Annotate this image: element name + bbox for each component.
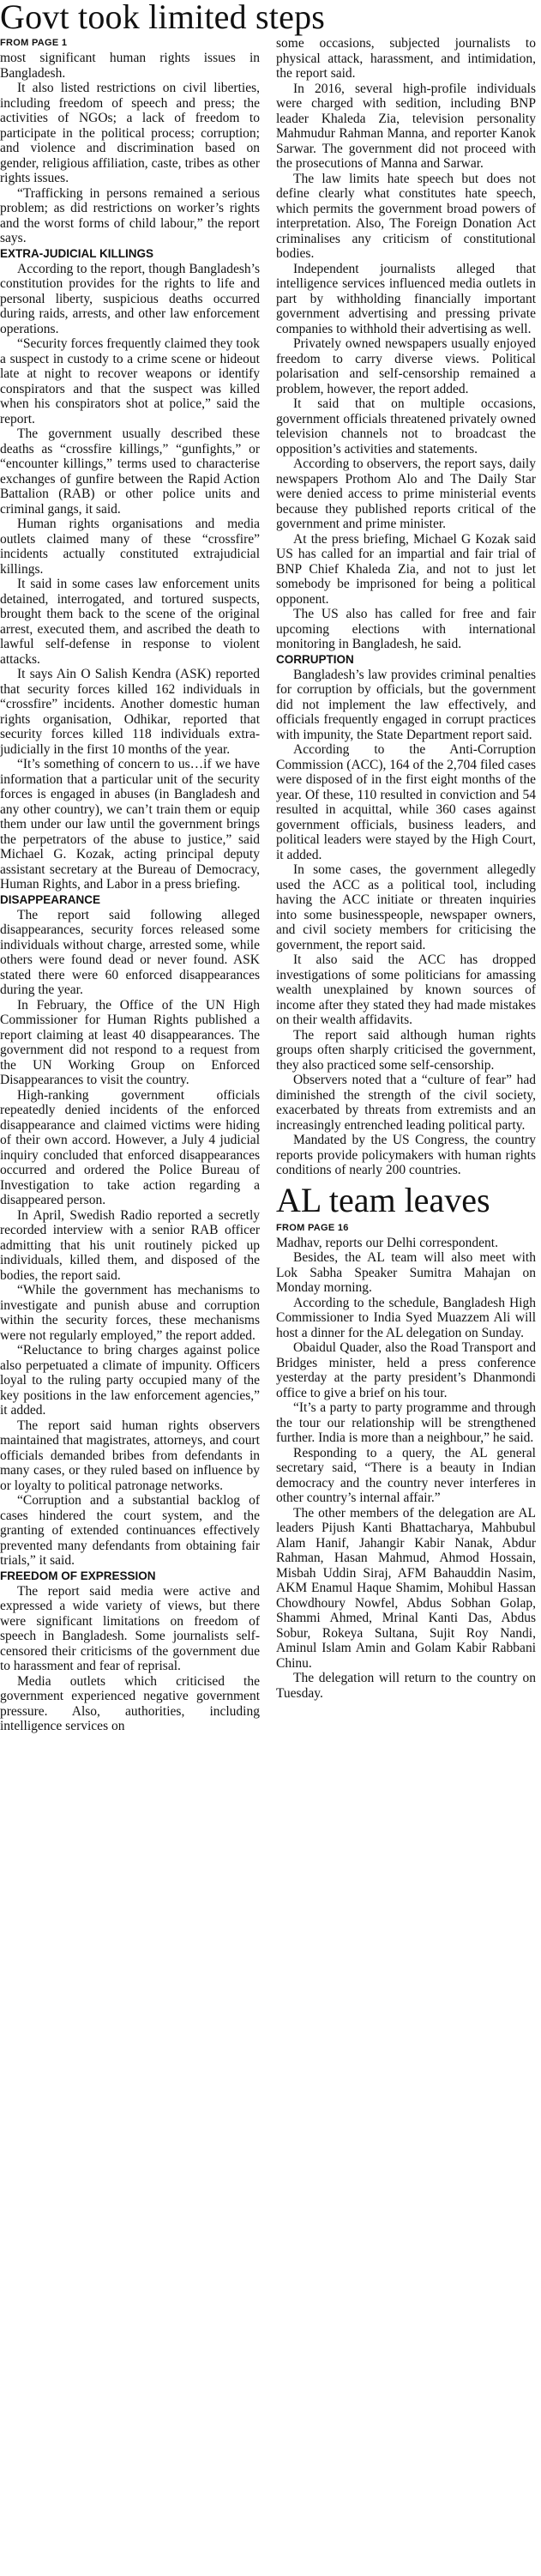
paragraph: “While the government has mechanisms to investigate and punish abuse and corruption within the security forces, these mechanisms were not regularly employed,” the report added. (0, 1283, 260, 1343)
paragraph: some occasions, subjected journalists to physical attack, harassment, and intimidation, the report said. (276, 36, 536, 81)
paragraph: High-ranking government officials repeatedly denied incidents of the enforced disappearance and claimed victims were hiding of their own accord. However, a July 4 judicial inquiry concluded that enforced disappearances occurred and ordered the Police Bureau of Investigation to take action regarding a disappeared person. (0, 1087, 260, 1207)
paragraph: “Security forces frequently claimed they took a suspect in custody to a crime scene or hideout late at night to recover weapons or identify conspirators and that the suspect was killed when his conspirators shot at police,” said the report. (0, 336, 260, 426)
paragraph: The report said although human rights groups often sharply criticised the government, they also practiced some self-censorship. (276, 1027, 536, 1073)
paragraph: In February, the Office of the UN High Commissioner for Human Rights published a report claiming at least 40 disappearances. The government did not respond to a request from the UN Working Group on Enforced Disappearances to visit the country. (0, 997, 260, 1087)
paragraph: The report said following alleged disappearances, security forces released some individuals without charge, arrested some, while others were found dead or never found. ASK stated there were 60 enforced disappearances during the year. (0, 907, 260, 997)
paragraph: “It’s a party to party programme and through the tour our relationship will be strengthened further. India is more than a neighbour,” he said. (276, 1400, 536, 1445)
paragraph: It says Ain O Salish Kendra (ASK) reported that security forces killed 162 individuals in “crossfire” incidents. Another domestic human rights organisation, Odhikar, reported that security forces killed 118 individuals extra-judicially in the first 10 months of the year. (0, 667, 260, 757)
paragraph: Besides, the AL team will also meet with Lok Sabha Speaker Sumitra Mahajan on Monday morning. (276, 1250, 536, 1295)
paragraph: According to the Anti-Corruption Commission (ACC), 164 of the 2,704 filed cases were disposed of in the first eight months of the year. Of these, 110 resulted in conviction and 54 resulted in acquittal, while 360 cases against government officials, business leaders, and political leaders were stayed by the High Court, it added. (276, 742, 536, 862)
paragraph: In 2016, several high-profile individuals were charged with sedition, including BNP leader Khaleda Zia, television personality Mahmudur Rahman Manna, and reporter Kanok Sarwar. The government did not proceed with the prosecutions of Manna and Sarwar. (276, 81, 536, 171)
paragraph: At the press briefing, Michael G Kozak said US has called for an impartial and fair trial of BNP Chief Khaleda Zia, and not to just let somebody be imprisoned for being a political opponent. (276, 531, 536, 607)
article-column-right (276, 36, 536, 1701)
paragraph: According to the schedule, Bangladesh High Commissioner to India Syed Muazzem Ali will host a dinner for the AL delegation on Sunday. (276, 1295, 536, 1340)
section-subheading: FREEDOM OF EXPRESSION (0, 1569, 156, 1582)
paragraph: In April, Swedish Radio reported a secretly recorded interview with a senior RAB officer admitting that his unit routinely picked up individuals, killed them, and disposed of the bodies, the report said. (0, 1207, 260, 1283)
paragraph: It said in some cases law enforcement units detained, interrogated, and tortured suspects, brought them back to the scene of the original arrest, executed them, and ascribed the death to lawful self-defense in response to violent attacks. (0, 577, 260, 667)
article-headline: Govt took limited steps (0, 0, 326, 36)
section-subheading: EXTRA-JUDICIAL KILLINGS (0, 246, 154, 260)
continuation-kicker: FROM PAGE 16 (276, 1222, 349, 1233)
paragraph: “Corruption and a substantial backlog of cases hindered the court system, and the granting of extended continuances effectively prevented many defendants from obtaining fair trials,” it said. (0, 1493, 260, 1568)
paragraph: “Reluctance to bring charges against police also perpetuated a climate of impunity. Officers loyal to the ruling party occupied many of the key positions in the law enforcement agencies,” it added. (0, 1343, 260, 1418)
paragraph: In some cases, the government allegedly used the ACC as a political tool, including having the ACC initiate or threaten inquiries into some businesspeople, newspaper owners, and civil society members for criticising the government, the report said. (276, 862, 536, 952)
paragraph: The report said human rights observers maintained that magistrates, attorneys, and court officials demanded bribes from defendants in many cases, or they ruled based on influence by or loyalty to political patronage networks. (0, 1418, 260, 1493)
paragraph: The other members of the delegation are AL leaders Pijush Kanti Bhattacharya, Mahbubul Alam Hanif, Jahangir Kabir Nanak, Abdur Rahman, Hasan Mahmud, Ahmod Hossain, Misbah Uddin Siraj, AFM Bahauddin Nasim, AKM Enamul Haque Shamim, Mohibul Hassan Chowdhoury Nowfel, Abdus Sobhan Golap, Shammi Ahmed, Mrinal Kanti Das, Abdus Sobur, Rokeya Sultana, Sujit Roy Nandi, Aminul Islam Amin and Golam Kabir Rabbani Chinu. (276, 1505, 536, 1671)
paragraph: Human rights organisations and media outlets claimed many of these “crossfire” incidents actually constituted extrajudicial killings. (0, 517, 260, 577)
paragraph: “It’s something of concern to us…if we have information that a particular unit of the security forces is engaged in abuses (in Bangladesh and any other country), we can’t train them or equip them under our law until the government brings the perpetrators of the abuse to justice,” said Michael G. Kozak, acting principal deputy assistant secretary at the Bureau of Democracy, Human Rights, and Labor in a press briefing. (0, 757, 260, 892)
paragraph: It said that on multiple occasions, government officials threatened privately owned television channels not to broadcast the opposition’s activities and statements. (276, 396, 536, 457)
paragraph: The law limits hate speech but does not define clearly what constitutes hate speech, which permits the government broad powers of interpretation. Also, The Foreign Donation Act criminalises any criticism of constitutional bodies. (276, 171, 536, 261)
paragraph: The report said media were active and expressed a wide variety of views, but there were significant limitations on freedom of speech in Bangladesh. Some journalists self-censored their criticisms of the government due to harassment and fear of reprisal. (0, 1583, 260, 1673)
paragraph: The government usually described these deaths as “crossfire killings,” “gunfights,” or “encounter killings,” terms used to characterise exchanges of gunfire between the Rapid Action Battalion (RAB) or other police units and criminal gangs, it said. (0, 426, 260, 517)
second-article-headline: AL team leaves (276, 1180, 490, 1219)
paragraph: It also said the ACC has dropped investigations of some politicians for amassing wealth unexplained by known sources of income after they stated they had made mistakes on their wealth affidavits. (276, 952, 536, 1027)
article-column-left (0, 36, 260, 1734)
paragraph: It also listed restrictions on civil liberties, including freedom of speech and press; the activities of NGOs; a lack of freedom to participate in the political process; corruption; and violence and discrimination based on gender, religious affiliation, caste, tribes as other rights issues. (0, 81, 260, 185)
paragraph: Bangladesh’s law provides criminal penalties for corruption by officials, but the government did not implement the law effectively, and officials frequently engaged in corrupt practices with impunity, the State Department report said. (276, 667, 536, 742)
section-subheading: DISAPPEARANCE (0, 892, 101, 906)
paragraph: Responding to a query, the AL general secretary said, “There is a beauty in Indian democracy and the country never interferes in other country’s internal affair.” (276, 1445, 536, 1505)
paragraph: According to the report, though Bangladesh’s constitution provides for the rights to life and personal liberty, suspicious deaths occurred during raids, arrests, and other law enforcement operations. (0, 261, 260, 336)
paragraph: The delegation will return to the country on Tuesday. (276, 1671, 536, 1701)
section-subheading: CORRUPTION (276, 652, 354, 666)
paragraph: Media outlets which criticised the government experienced negative government pressure. Also, authorities, including intelligence services on (0, 1673, 260, 1733)
paragraph: most significant human rights issues in Bangladesh. (0, 51, 260, 81)
continuation-kicker: FROM PAGE 1 (0, 38, 68, 48)
paragraph: Mandated by the US Congress, the country reports provide policymakers with human rights conditions of nearly 200 countries. (276, 1133, 536, 1177)
paragraph: Independent journalists alleged that intelligence services influenced media outlets in part by withholding financially important government advertising and pressing private companies to withhold their advertising as well. (276, 261, 536, 336)
paragraph: “Trafficking in persons remained a serious problem; as did restrictions on worker’s rights and the worst forms of child labour,” the report says. (0, 185, 260, 245)
paragraph: Observers noted that a “culture of fear” had diminished the strength of the civil society, exacerbated by threats from extremists and an increasingly entrenched leading political party. (276, 1073, 536, 1133)
paragraph: According to observers, the report says, daily newspapers Prothom Alo and The Daily Star were denied access to prime ministerial events because they published reports critical of the government and prime minister. (276, 457, 536, 531)
paragraph: Privately owned newspapers usually enjoyed freedom to carry diverse views. Political polarisation and self-censorship remained a problem, however, the report added. (276, 336, 536, 396)
paragraph: Madhav, reports our Delhi correspondent. (276, 1235, 498, 1250)
paragraph: Obaidul Quader, also the Road Transport and Bridges minister, held a press conference yesterday at the party president’s Dhanmondi office to give a brief on his tour. (276, 1340, 536, 1400)
paragraph: The US also has called for free and fair upcoming elections with international monitoring in Bangladesh, he said. (276, 607, 536, 651)
